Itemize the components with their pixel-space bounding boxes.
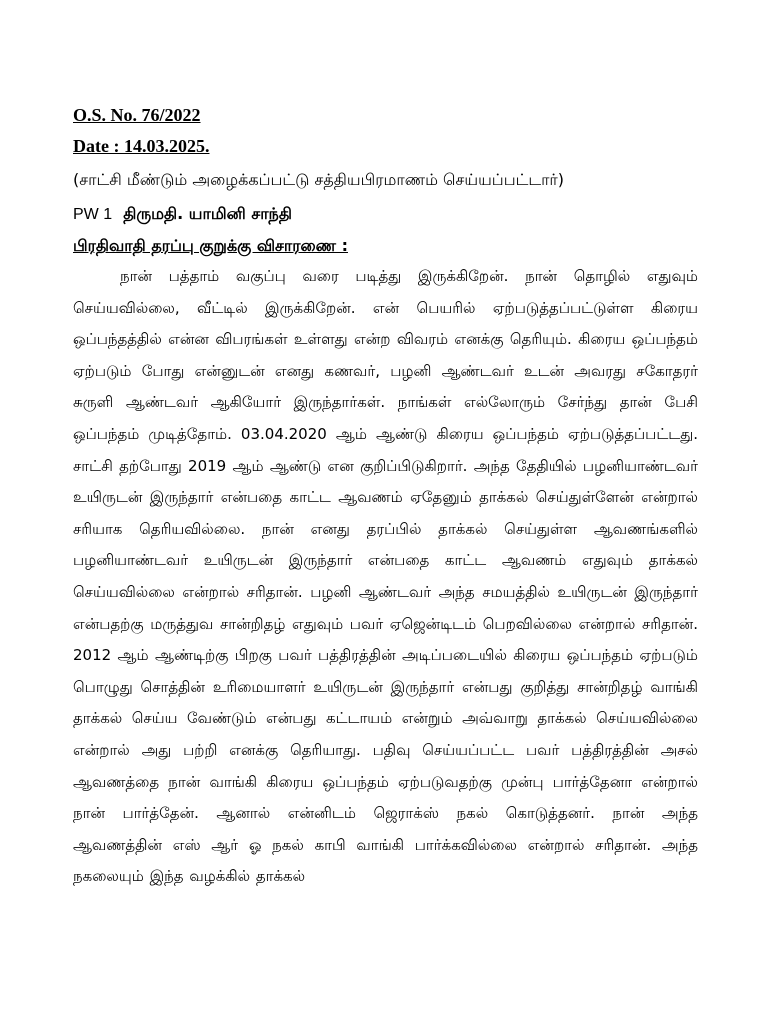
testimony-paragraph: நான் பத்தாம் வகுப்பு வரை படித்து இருக்கிறேன். நான் தொழில் எதுவும் செய்யவில்லை, வீட்டில் இருக்கிறேன். என் பெயரில் ஏற்படுத்தப்பட்டுள்ள கிரைய ஒப்பந்தத்தில் என்ன விபரங்கள் உள்ளது என்ற விவரம் எனக்கு தெரியும். கிரைய ஒப்பந்தம் ஏற்படும் போது என்னுடன் எனது கணவர், பழனி ஆண்டவர் உடன் அவரது சகோதரர் சுருளி ஆண்டவர் ஆகியோர் இருந்தார்கள். நாங்கள் எல்லோரும் சேர்ந்து தான் பேசி ஒப்பந்தம் முடித்தோம். 03.04.2020 ஆம் ஆண்டு கிரைய ஒப்பந்தம் ஏற்படுத்தப்பட்டது. சாட்சி தற்போது 2019 ஆம் ஆண்டு என குறிப்பிடுகிறார். அந்த தேதியில் பழனியாண்டவர் உயிருடன் இருந்தார் என்பதை காட்ட ஆவணம் ஏதேனும் தாக்கல் செய்துள்ளேன் என்றால் சரியாக தெரியவில்லை. நான் எனது தரப்பில் தாக்கல் செய்துள்ள ஆவணங்களில் பழனியாண்டவர் உயிருடன் இருந்தார் என்பதை காட்ட ஆவணம் எதுவும் தாக்கல் செய்யவில்லை என்றால் சரிதான். பழனி ஆண்டவர் அந்த சமயத்தில் உயிருடன் இருந்தார் என்பதற்கு மருத்துவ சான்றிதழ் எதுவும் பவர் ஏஜென்டிடம் பெறவில்லை என்றால் சரிதான். 2012 ஆம் ஆண்டிற்கு பிறகு பவர் பத்திரத்தின் அடிப்படையில் கிரைய ஒப்பந்தம் ஏற்படும் பொழுது சொத்தின் உரிமையாளர் உயிருடன் இருந்தார் என்பது குறித்து சான்றிதழ் வாங்கி தாக்கல் செய்ய வேண்டும் என்பது கட்டாயம் என்றும் அவ்வாறு தாக்கல் செய்யவில்லை என்றால் அது பற்றி எனக்கு தெரியாது. பதிவு செய்யப்பட்ட பவர் பத்திரத்தின் அசல் ஆவணத்தை நான் வாங்கி கிரைய ஒப்பந்தம் ஏற்படுவதற்கு முன்பு பார்த்தேனா என்றால் நான் பார்த்தேன். ஆனால் என்னிடம் ஜெராக்ஸ் நகல் கொடுத்தனர். நான் அந்த ஆவணத்தின் எஸ் ஆர் ஓ நகல் காபி வாங்கி பார்க்கவில்லை என்றால் சரிதான். அந்த நகலையும் இந்த வழக்கில் தாக்கல் (73, 267, 698, 886)
deposition-page (73, 100, 698, 893)
section-heading: பிரதிவாதி தரப்பு குறுக்கு விசாரணை : (73, 236, 348, 255)
oath-note: (சாட்சி மீண்டும் அழைக்கப்பட்டு சத்தியபிரமாணம் செய்யப்பட்டார்) (73, 170, 565, 189)
hearing-date: Date : 14.03.2025. (73, 136, 210, 156)
witness-name: திருமதி. யாமினி சாந்தி (123, 204, 292, 223)
case-number: O.S. No. 76/2022 (73, 105, 201, 125)
witness-line (73, 199, 698, 229)
witness-label: PW 1 (73, 206, 113, 223)
